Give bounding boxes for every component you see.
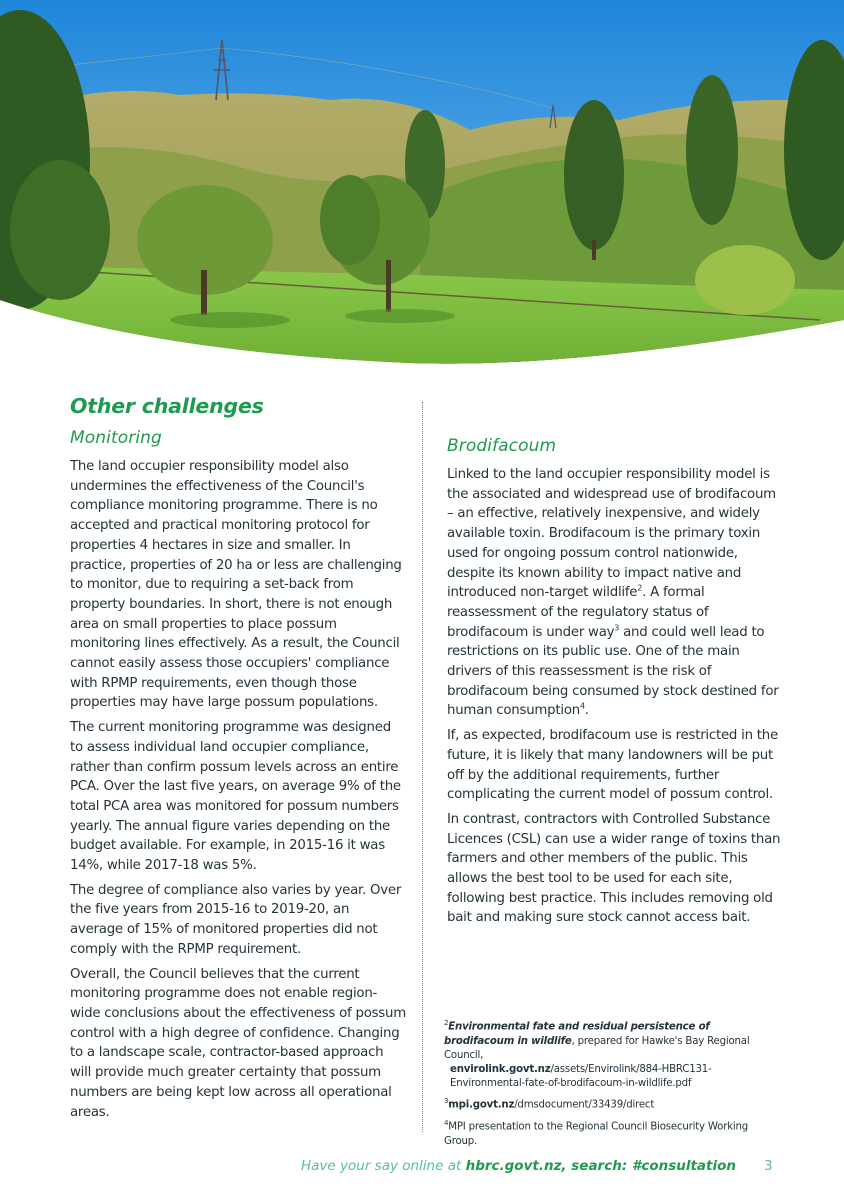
brodifacoum-subheading: Brodifacoum [447, 436, 557, 456]
footnote-3: $^3$mpi.govt.nz/dmsdocument/33439/direct [444, 1097, 655, 1111]
monitoring-paragraph-4: Overall, the Council believes that the current monitoring programme does not enable region-wide conclusions about the effectiveness of possum control with a high degree of confidence. Changing to a landscape scale, contractor-based approach will provide much greater certainty that possum numbers are being kept low across all operational areas. [70, 966, 406, 1120]
brodifacoum-paragraph-2: If, as expected, brodifacoum use is restricted in the future, it is likely that many landowners will be put off by the additional requirements, further complicating the current model of possum control. [447, 728, 778, 803]
footnote-2-title: Environmental fate and residual persistence of brodifacoum in wildlife [444, 1021, 710, 1047]
envirolink-link[interactable]: envirolink.govt.nz [450, 1064, 551, 1075]
footnote-4: $^4$MPI presentation to the Regional Council Biosecurity Working Group. [444, 1119, 749, 1147]
brodifacoum-paragraph-3: In contrast, contractors with Controlled Substance Licences (CSL) can use a wider range of toxins than farmers and other members of the public. This allows the best tool to be used for each site, following best practice. This includes removing old bait and making sure stock cannot access bait. [447, 811, 781, 926]
monitoring-paragraph-1: The land occupier responsibility model also undermines the effectiveness of the Council's compliance monitoring programme. There is no accepted and practical monitoring protocol for properties 4 hectares in size and smaller. In practice, properties of 20 ha or less are challenging to monitor, due to requiring a set-back from property boundaries. In short, there is not enough area on small properties to place possum monitoring lines effectively. As a result, the Council cannot easily assess those occupiers' compliance with RPMP requirements, even though those properties may have large possum populations. [70, 459, 402, 711]
section-heading: Other challenges [70, 394, 264, 418]
right-column [447, 436, 782, 933]
landscape-photo-icon [0, 0, 844, 372]
column-divider [422, 402, 423, 1132]
monitoring-paragraph-3: The degree of compliance also varies by year. Over the five years from 2015-16 to 2019-20, an average of 15% of monitored properties did not comply with the RPMP requirement. [70, 882, 402, 957]
consultation-link[interactable]: hbrc.govt.nz, search: #consultation [465, 1158, 737, 1174]
hero-landscape-image [0, 0, 844, 372]
monitoring-subheading: Monitoring [70, 428, 162, 448]
brodifacoum-paragraph-1: Linked to the land occupier responsibility model is the associated and widespread use of brodifacoum – an effective, relatively inexpensive, and widely available toxin. Brodifacoum is the primary toxin used for ongoing possum control nationwide, despite its known ability to impact native and introduced non-target wildlife$^2$. A formal reassessment of the regulatory status of brodifacoum is under way$^3$ and could well lead to restrictions on its public use. One of the main drivers of this reassessment is the risk of brodifacoum being consumed by stock destined for human consumption$^4$. [447, 467, 779, 719]
footnote-ref-3: 3 [614, 623, 620, 633]
monitoring-paragraph-2: The current monitoring programme was designed to assess individual land occupier compliance, rather than confirm possum levels across an entire PCA. Over the last five years, on average 9% of the total PCA area was monitored for possum numbers yearly. The annual figure varies depending on the budget available. For example, in 2015-16 it was 14%, while 2017-18 was 5%. [70, 720, 401, 874]
footnote-ref-4: 4 [579, 702, 585, 711]
left-column [70, 394, 406, 1127]
footnote-ref-2: 2 [637, 583, 643, 593]
page-number: 3 [764, 1158, 773, 1174]
page-footer: Have your say online at hbrc.govt.nz, search: #consultation [301, 1158, 737, 1174]
mpi-link[interactable]: mpi.govt.nz [448, 1099, 515, 1111]
footnote-2: $^2$Environmental fate and residual persistence of brodifacoum in wildlife, prepared for Hawke's Bay Regional Council, envirolink.govt.nz/assets/Envirolink/884-HBRC131-Environmental-fate-of-brodifacoum-in-wildlife.pdf [444, 1019, 750, 1090]
footnotes [444, 1016, 774, 1152]
